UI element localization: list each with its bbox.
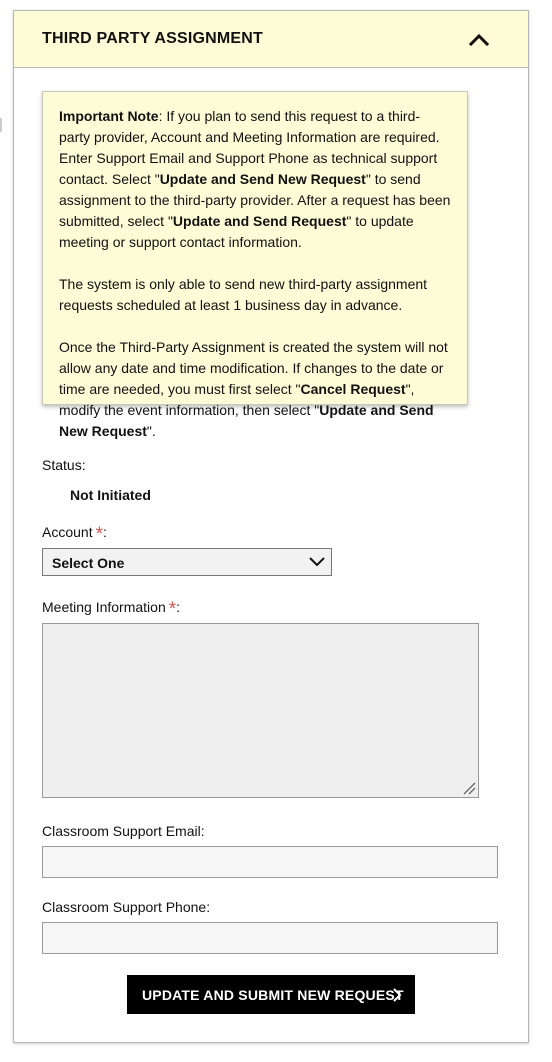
- required-asterisk: *: [168, 599, 177, 620]
- support-phone-input[interactable]: [42, 922, 498, 954]
- support-email-input[interactable]: [42, 846, 498, 878]
- account-label: [42, 524, 107, 546]
- panel-header[interactable]: [14, 11, 528, 68]
- note-text: ", modify the event information, then select ": [59, 381, 415, 418]
- page-edge-divider: [0, 118, 2, 132]
- note-bold: Update and Send Request: [172, 213, 347, 229]
- note-bold: Update and Send New Request: [59, 402, 434, 439]
- update-and-submit-new-request-button[interactable]: [127, 975, 415, 1014]
- required-asterisk: *: [95, 524, 103, 545]
- chevron-down-icon: [308, 556, 326, 568]
- note-bold: Cancel Request: [300, 381, 406, 397]
- third-party-assignment-panel: [13, 10, 529, 1043]
- note-bold: Update and Send New Request: [159, 171, 366, 187]
- note-text: : If you plan to send this request to a third-party provider, Account and Meeting Information are required. Enter Support Email and Support Phone as technical support contact. Select ": [59, 108, 440, 187]
- resize-grip-icon[interactable]: [462, 781, 476, 795]
- note-text: " to update meeting or support contact information.: [59, 213, 414, 250]
- note-text: " to send assignment to the third-party provider. After a request has been submitted, select ": [59, 171, 451, 229]
- status-label: Status:: [42, 457, 86, 473]
- meeting-label-colon: :: [176, 599, 181, 615]
- support-email-label: Classroom Support Email:: [42, 823, 205, 839]
- panel-title: THIRD PARTY ASSIGNMENT: [42, 30, 264, 47]
- meeting-information-label: [42, 599, 180, 621]
- note-paragraph-1: [59, 106, 451, 253]
- account-label-text: Account: [42, 524, 93, 540]
- chevron-up-icon: [464, 25, 494, 53]
- meeting-label-text: Meeting Information: [42, 599, 166, 615]
- account-select-value: Select One: [52, 555, 125, 571]
- submit-button-label: UPDATE AND SUBMIT NEW REQUEST: [142, 987, 404, 1003]
- account-label-colon: :: [103, 524, 107, 540]
- status-value: Not Initiated: [70, 487, 151, 503]
- important-note: [42, 91, 468, 439]
- note-text: Once the Third-Party Assignment is created the system will not allow any date and time modification. If changes to the date or time are needed, you must first select ": [59, 339, 448, 397]
- collapse-button[interactable]: [464, 25, 494, 53]
- chevron-right-icon: [392, 988, 402, 1002]
- note-text: ".: [146, 423, 156, 439]
- note-paragraph-3: [59, 337, 451, 442]
- account-select[interactable]: [42, 548, 332, 576]
- note-bold: Important Note: [59, 108, 159, 124]
- support-phone-label: Classroom Support Phone:: [42, 899, 211, 915]
- meeting-information-textarea[interactable]: [42, 623, 479, 798]
- note-paragraph-2: The system is only able to send new third-party assignment requests scheduled at least 1 business day in advance.: [59, 276, 428, 313]
